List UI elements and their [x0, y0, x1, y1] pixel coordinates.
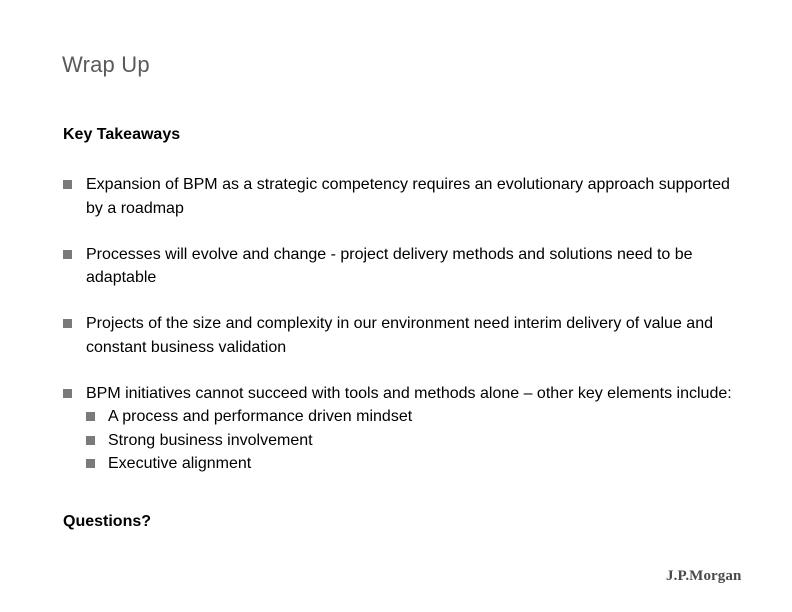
- bullet-item: [63, 312, 743, 359]
- closing-question: Questions?: [63, 513, 152, 530]
- square-bullet-icon: [86, 412, 95, 421]
- bullet-text: Processes will evolve and change - project delivery methods and solutions need to be adaptable: [86, 245, 693, 286]
- sub-bullet-text: Strong business involvement: [108, 431, 313, 449]
- square-bullet-icon: [86, 436, 95, 445]
- bullet-item: [63, 382, 743, 476]
- section-heading: Key Takeaways: [63, 126, 181, 143]
- takeaways-list: [63, 173, 743, 498]
- sub-bullet-text: Executive alignment: [108, 455, 252, 472]
- bullet-text: BPM initiatives cannot succeed with tools and methods alone – other key elements include:: [86, 384, 732, 402]
- sub-bullet-item: [86, 405, 743, 429]
- slide-title: Wrap Up: [62, 52, 150, 77]
- bullet-text: Projects of the size and complexity in our environment need interim delivery of value and constant business validation: [86, 315, 713, 356]
- square-bullet-icon: [86, 459, 95, 468]
- bullet-item: [63, 243, 743, 290]
- square-bullet-icon: [63, 180, 72, 189]
- square-bullet-icon: [63, 250, 72, 259]
- bullet-text: Expansion of BPM as a strategic competency requires an evolutionary approach supported by a roadmap: [86, 176, 730, 217]
- sub-bullet-list: [86, 405, 743, 476]
- jpmorgan-logo: J.P.Morgan: [666, 568, 742, 584]
- square-bullet-icon: [63, 319, 72, 328]
- sub-bullet-item: [86, 429, 743, 453]
- square-bullet-icon: [63, 389, 72, 398]
- sub-bullet-text: A process and performance driven mindset: [108, 408, 413, 425]
- sub-bullet-item: [86, 452, 743, 476]
- bullet-item: [63, 173, 743, 220]
